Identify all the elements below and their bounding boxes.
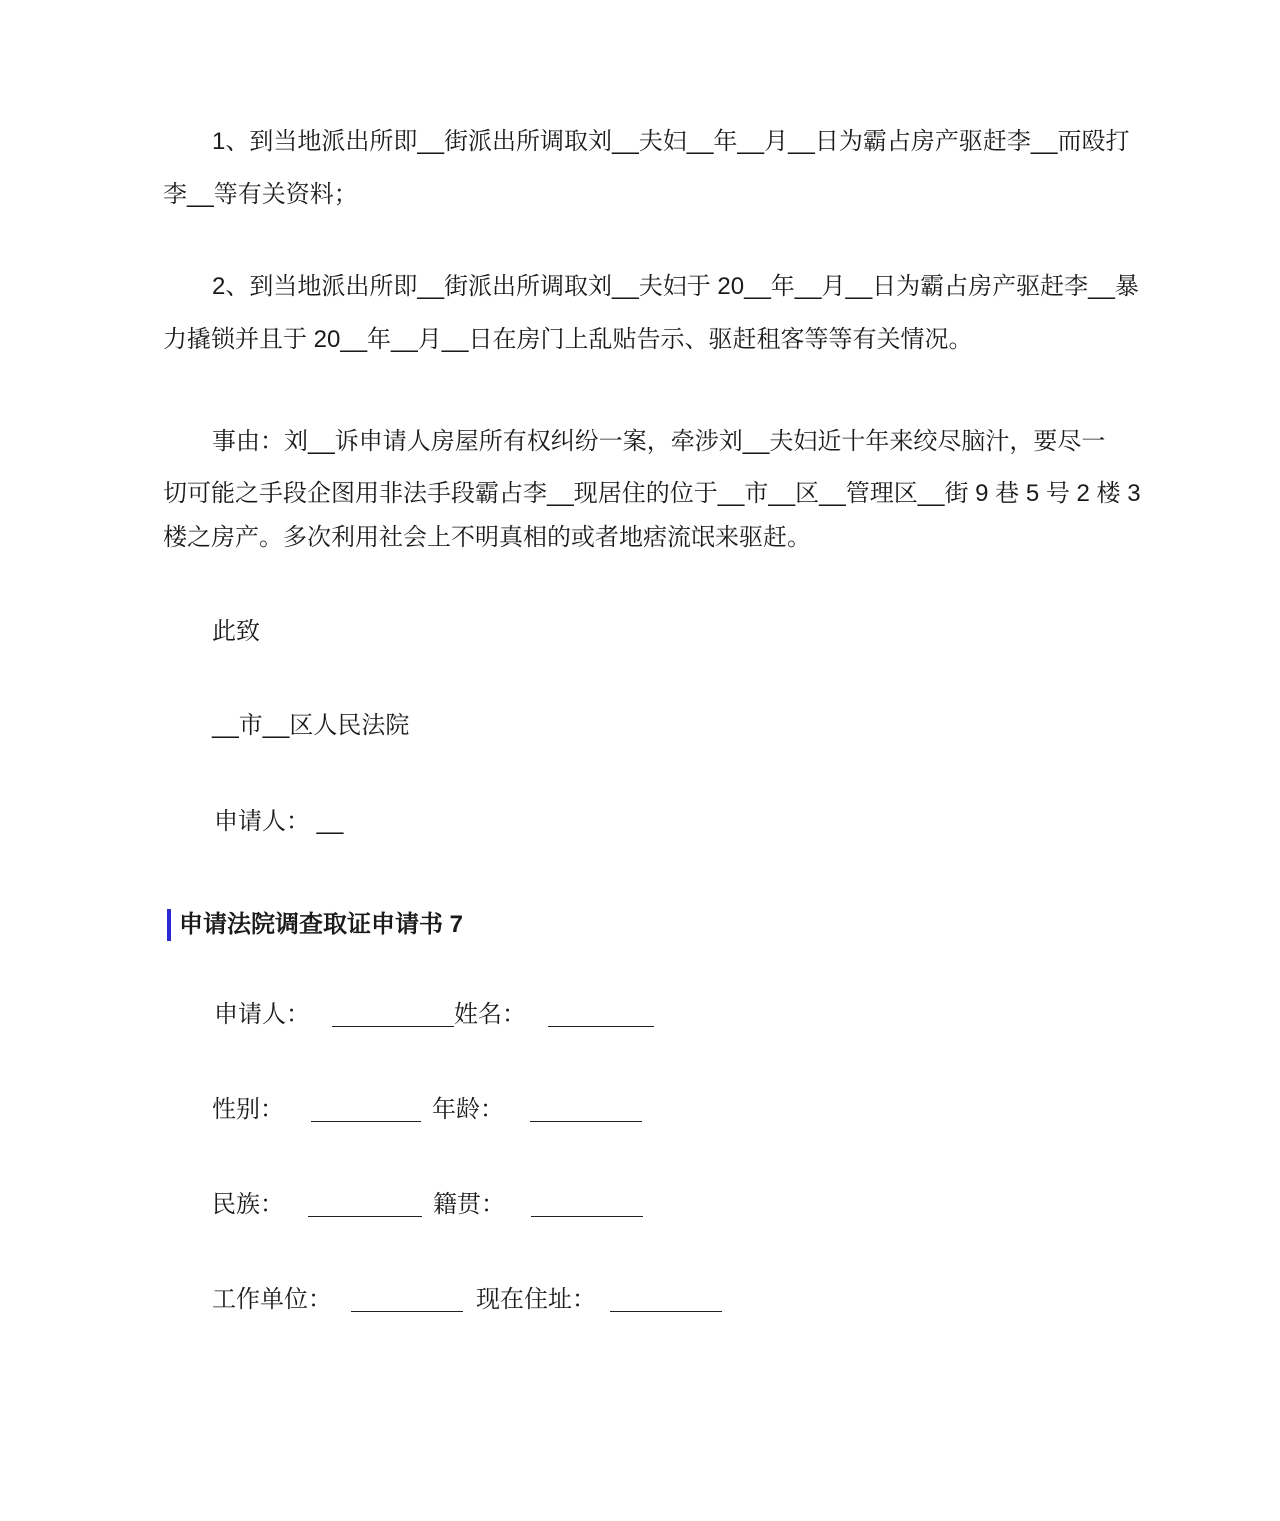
age-blank xyxy=(530,1095,642,1122)
ethnicity-blank xyxy=(308,1190,422,1217)
address-blank xyxy=(610,1285,722,1312)
signature-line: 申请人： __ xyxy=(214,808,344,835)
gender-label: 性别： xyxy=(212,1096,284,1123)
paragraph-1-line-1: 1、到当地派出所即__街派出所调取刘__夫妇__年__月__日为霸占房产驱赶李__而殴打 xyxy=(212,128,1130,155)
paragraph-2-line-2: 力撬锁并且于 20__年__月__日在房门上乱贴告示、驱赶租客等等有关情况。 xyxy=(163,326,973,353)
closing: 此致 xyxy=(212,618,260,645)
work-unit-label: 工作单位： xyxy=(212,1286,332,1313)
paragraph-1-line-2: 李__等有关资料； xyxy=(163,181,358,208)
native-place-blank xyxy=(531,1190,643,1217)
court-name: __市__区人民法院 xyxy=(212,712,410,739)
paragraph-2-line-1: 2、到当地派出所即__街派出所调取刘__夫妇于 20__年__月__日为霸占房产驱赶李__暴 xyxy=(212,273,1139,300)
gender-blank xyxy=(311,1095,421,1122)
form-row-gender-age xyxy=(212,1094,642,1126)
paragraph-3-line-2: 切可能之手段企图用非法手段霸占李__现居住的位于__市__区__管理区__街 9 巷 5 号 2 楼 3 xyxy=(163,480,1141,507)
name-blank xyxy=(548,1000,654,1027)
form-row-work-address xyxy=(212,1284,722,1316)
section-heading: 申请法院调查取证申请书 7 xyxy=(167,909,463,941)
name-label: 姓名： xyxy=(454,1001,526,1028)
paragraph-3-line-1: 事由：刘__诉申请人房屋所有权纠纷一案，牵涉刘__夫妇近十年来绞尽脑汁，要尽一 xyxy=(212,428,1106,455)
form-row-ethnicity-native xyxy=(212,1189,643,1221)
native-place-label: 籍贯： xyxy=(433,1191,505,1218)
age-label: 年龄： xyxy=(432,1096,504,1123)
applicant-label: 申请人： xyxy=(214,1001,310,1028)
ethnicity-label: 民族： xyxy=(212,1191,284,1218)
address-label: 现在住址： xyxy=(476,1286,596,1313)
work-unit-blank xyxy=(351,1285,463,1312)
applicant-blank xyxy=(332,1000,454,1027)
form-row-applicant xyxy=(214,999,654,1031)
paragraph-3-line-3: 楼之房产。多次利用社会上不明真相的或者地痞流氓来驱赶。 xyxy=(163,524,811,551)
